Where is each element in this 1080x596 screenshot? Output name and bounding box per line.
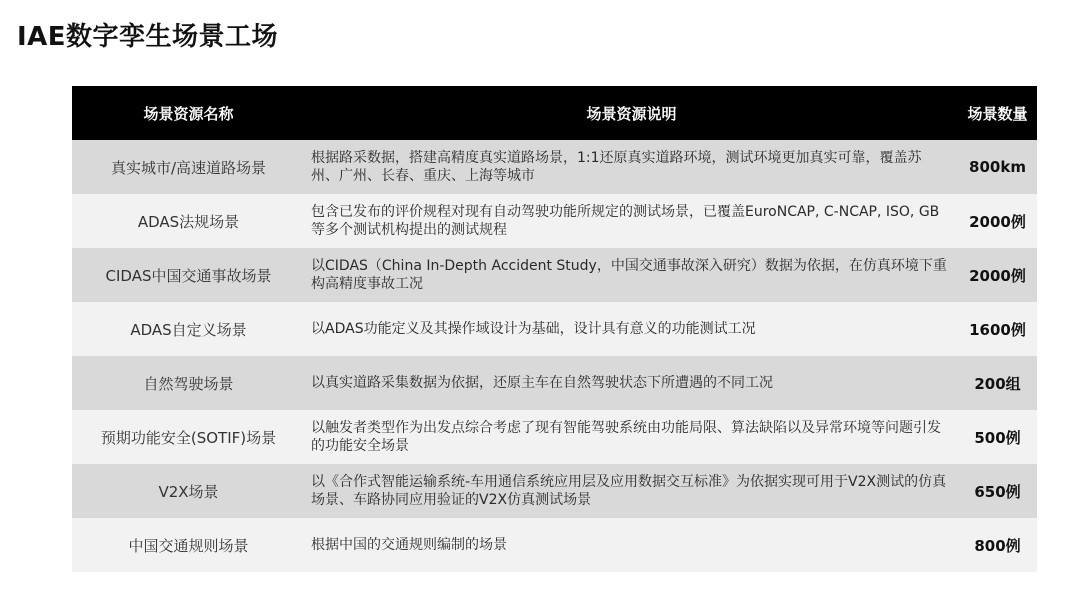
scenario-name: 中国交通规则场景 <box>128 536 249 555</box>
scenario-count: 2000例 <box>969 212 1026 231</box>
scenario-description: 以CIDAS（China In-Depth Accident Study，中国交通事故深入研究）数据为依据，在仿真环境下重构高精度事故工况 <box>311 258 947 292</box>
scenario-count: 1600例 <box>969 320 1026 339</box>
table-row <box>72 302 1037 356</box>
scenario-count: 2000例 <box>969 266 1026 285</box>
scenario-count: 650例 <box>974 482 1021 501</box>
scenario-name: 预期功能安全(SOTIF)场景 <box>100 428 277 447</box>
table-row <box>72 194 1037 248</box>
table-header-row <box>72 86 1037 140</box>
table-row <box>72 464 1037 518</box>
scenario-count: 500例 <box>974 428 1021 447</box>
scenario-name: CIDAS中国交通事故场景 <box>105 266 272 285</box>
page-title: IAE数字孪生场景工场 <box>17 22 279 52</box>
scenario-description: 以触发者类型作为出发点综合考虑了现有智能驾驶系统由功能局限、算法缺陷以及异常环境等问题引发的功能安全场景 <box>311 420 941 454</box>
table-row <box>72 140 1037 194</box>
table-row <box>72 248 1037 302</box>
header-scenario-count: 场景数量 <box>967 104 1028 123</box>
scenario-name: 真实城市/高速道路场景 <box>110 158 267 177</box>
scenario-description: 根据中国的交通规则编制的场景 <box>311 537 507 553</box>
scenario-count: 800km <box>969 158 1026 176</box>
header-scenario-description: 场景资源说明 <box>586 104 677 123</box>
table-row <box>72 410 1037 464</box>
scenario-table <box>72 86 1037 572</box>
scenario-count: 200组 <box>974 374 1021 393</box>
table-row <box>72 518 1037 572</box>
table-row <box>72 356 1037 410</box>
scenario-count: 800例 <box>974 536 1021 555</box>
scenario-description: 包含已发布的评价规程对现有自动驾驶功能所规定的测试场景，已覆盖EuroNCAP, C-NCAP, ISO, GB 等多个测试机构提出的测试规程 <box>311 204 940 238</box>
header-scenario-name: 场景资源名称 <box>143 104 234 123</box>
scenario-name: V2X场景 <box>158 482 219 501</box>
scenario-description: 根据路采数据，搭建高精度真实道路场景，1:1还原真实道路环境，测试环境更加真实可靠，覆盖苏州、广州、长春、重庆、上海等城市 <box>311 150 922 184</box>
scenario-name: ADAS法规场景 <box>137 212 240 231</box>
scenario-description: 以真实道路采集数据为依据，还原主车在自然驾驶状态下所遭遇的不同工况 <box>311 375 773 391</box>
scenario-description: 以《合作式智能运输系统-车用通信系统应用层及应用数据交互标准》为依据实现可用于V2X测试的仿真场景、车路协同应用验证的V2X仿真测试场景 <box>311 474 947 508</box>
scenario-description: 以ADAS功能定义及其操作域设计为基础，设计具有意义的功能测试工况 <box>311 321 756 337</box>
scenario-name: ADAS自定义场景 <box>130 320 247 339</box>
scenario-name: 自然驾驶场景 <box>143 374 234 393</box>
